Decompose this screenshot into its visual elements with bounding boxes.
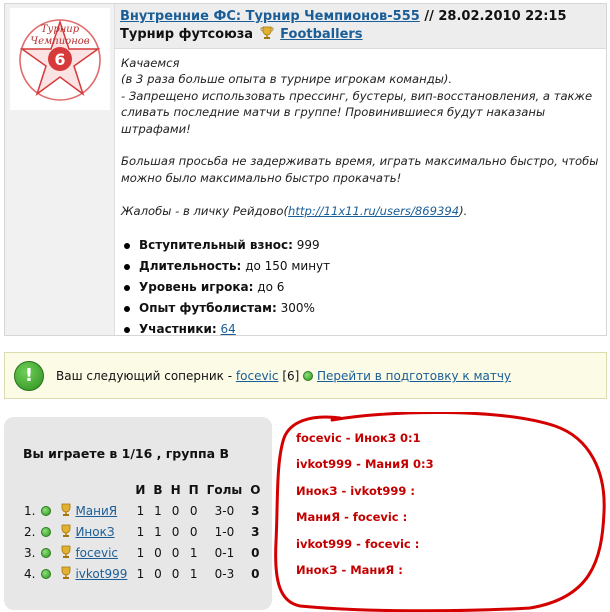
table-row (20, 500, 264, 521)
column-header: П (188, 483, 199, 497)
stat-participants (121, 319, 330, 340)
description-line: Качаемся (121, 56, 180, 70)
losses: 0 (189, 503, 198, 518)
stat-value: до 6 (257, 280, 285, 294)
losses: 0 (189, 524, 198, 539)
complaints-link[interactable]: http://11x11.ru/users/869394 (288, 203, 460, 218)
union-link[interactable]: Footballers (280, 27, 363, 42)
standings-header-row (20, 480, 264, 500)
losses: 1 (189, 566, 198, 581)
wins: 1 (154, 524, 162, 539)
stat-player-level (121, 277, 330, 298)
tournament-card (4, 3, 607, 336)
trophy-icon (59, 545, 73, 559)
tournament-stats (121, 235, 330, 340)
tournament-logo[interactable] (10, 8, 110, 110)
description-line: Большая просьба не задерживать время, играть максимально быстро, чтобы можно было максимально быстро прокачать! (121, 154, 599, 185)
trophy-icon (59, 524, 73, 538)
star-logo-icon (10, 8, 110, 110)
participants-link[interactable]: 64 (220, 322, 236, 336)
team-link[interactable]: МаниЯ (75, 504, 118, 518)
complaints-suffix: ). (459, 203, 468, 218)
position: 3. (24, 545, 36, 560)
online-status-icon (41, 569, 51, 579)
fixtures-list (296, 430, 434, 588)
points: 0 (251, 545, 260, 560)
tournament-header (115, 4, 606, 49)
draws: 0 (171, 503, 180, 518)
draws: 0 (171, 545, 180, 560)
logo-text-top: Турнир (40, 24, 80, 35)
trophy-icon (260, 26, 274, 40)
played: 1 (136, 503, 145, 518)
losses: 1 (189, 545, 198, 560)
stat-value: до 150 минут (245, 259, 331, 273)
draws: 0 (171, 524, 180, 539)
column-header: О (250, 483, 261, 497)
standings-table (20, 480, 264, 584)
fixture-item: ivkot999 - МаниЯ 0:3 (296, 457, 434, 472)
union-label: Турнир футсоюза (120, 27, 254, 42)
wins: 0 (154, 545, 162, 560)
played: 1 (136, 545, 145, 560)
column-header: Н (170, 483, 181, 497)
team-link[interactable]: focevic (75, 546, 119, 560)
stat-experience (121, 298, 330, 319)
online-status-icon (41, 506, 51, 516)
online-status-icon (303, 371, 313, 381)
stat-entry-fee (121, 235, 330, 256)
opponent-level: [6] (282, 369, 300, 383)
online-status-icon (41, 527, 51, 537)
stat-label: Участники: (139, 322, 217, 336)
fixture-item: focevic - ИнокЗ 0:1 (296, 431, 421, 445)
fixture-item: ivkot999 - focevic : (296, 536, 420, 551)
stat-value: 999 (296, 238, 320, 252)
logo-column (5, 4, 115, 335)
team-link[interactable]: ivkot999 (75, 567, 128, 581)
team-link[interactable]: ИнокЗ (75, 525, 115, 539)
trophy-icon (59, 566, 73, 580)
post-date: 28.02.2010 22:15 (438, 9, 567, 24)
stat-duration (121, 256, 330, 277)
group-standings-panel (4, 417, 272, 610)
column-header: В (153, 483, 163, 497)
fixture-item: ИнокЗ - МаниЯ : (296, 562, 403, 577)
points: 3 (251, 524, 260, 539)
opponent-link[interactable]: focevic (235, 369, 279, 383)
points: 0 (251, 566, 260, 581)
played: 1 (136, 566, 145, 581)
stat-label: Уровень игрока: (139, 280, 254, 294)
wins: 0 (154, 566, 162, 581)
complaints-prefix: Жалобы - в личку Рейдово( (121, 203, 289, 218)
played: 1 (136, 524, 145, 539)
exclamation-icon: ! (14, 361, 44, 391)
online-status-icon (41, 548, 51, 558)
column-header: Голы (206, 483, 243, 497)
column-header: И (135, 483, 146, 497)
header-separator: // (424, 9, 434, 24)
stat-label: Длительность: (139, 259, 242, 273)
goals: 3-0 (214, 503, 235, 518)
tournament-description (121, 55, 606, 219)
goals: 0-1 (214, 545, 235, 560)
fixture-item: ИнокЗ - ivkot999 : (296, 483, 416, 498)
position: 2. (24, 524, 36, 539)
group-title: Вы играете в 1/16 , группа B (23, 446, 229, 461)
fixture-item: МаниЯ - focevic : (296, 510, 408, 525)
points: 3 (251, 503, 260, 518)
draws: 0 (171, 566, 180, 581)
goals: 0-3 (214, 566, 235, 581)
forum-link[interactable]: Внутренние ФС: Турнир Чемпионов-555 (120, 9, 420, 24)
notice-text (56, 369, 511, 383)
table-row (20, 563, 264, 584)
position: 4. (24, 566, 36, 581)
wins: 1 (154, 503, 162, 518)
trophy-icon (59, 503, 73, 517)
table-row (20, 542, 264, 563)
prepare-match-link[interactable]: Перейти в подготовку к матчу (316, 369, 512, 383)
goals: 1-0 (214, 524, 235, 539)
table-row (20, 521, 264, 542)
stat-label: Вступительный взнос: (139, 238, 293, 252)
logo-text-bottom: Чемпионов (30, 36, 90, 47)
complaints-line (121, 203, 606, 219)
description-line: (в 3 раза больше опыта в турнире игрокам команды). (121, 72, 453, 87)
stat-label: Опыт футболистам: (139, 301, 277, 315)
logo-number: 6 (54, 50, 66, 69)
stat-value: 300% (280, 301, 315, 315)
description-line: - Запрещено использовать прессинг, бустеры, вип-восстановления, а также сливать последние матчи в группе! Провинившиеся будут наказаны штрафами! (121, 88, 593, 136)
next-opponent-notice (4, 352, 607, 399)
notice-prefix: Ваш следующий соперник - (56, 369, 233, 383)
position: 1. (24, 503, 36, 518)
